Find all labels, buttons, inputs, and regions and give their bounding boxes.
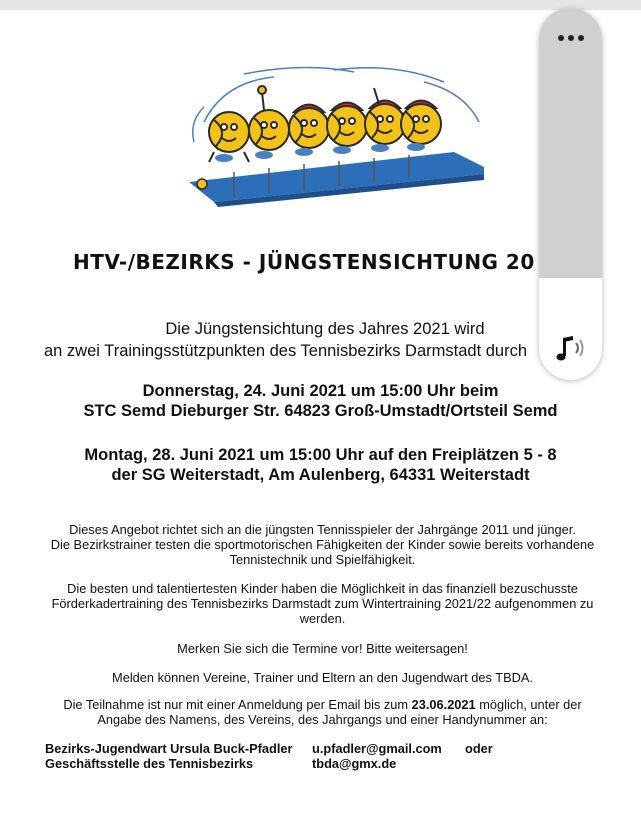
deadline-date: 23.06.2021: [411, 697, 476, 712]
paragraph-talent-line-3: werden.: [299, 611, 346, 626]
contact1-email[interactable]: u.pfadler@gmail.com: [312, 741, 442, 756]
ball-characters: [209, 86, 441, 162]
paragraph-offer: [40, 522, 605, 567]
paragraph-offer-line-2: Die Bezirkstrainer testen die sportmotorischen Fähigkeiten der Kinder sowie bereits vorhandene: [50, 537, 595, 552]
deadline-text-post: möglich, unter der: [475, 697, 582, 712]
platform: [189, 152, 484, 207]
document-title: HTV-/BEZIRKS - JÜNGSTENSICHTUNG 20: [73, 250, 535, 274]
more-dots-icon[interactable]: [539, 28, 602, 46]
overlay-gray-area[interactable]: [539, 8, 602, 278]
contact2-name: Geschäftsstelle des Tennisbezirks: [45, 756, 254, 771]
paragraph-talent-line-1: Die besten und talentiertesten Kinder haben die Möglichkeit in das finanziell bezuschusste: [67, 581, 578, 596]
paragraph-offer-line-1: Dieses Angebot richtet sich an die jüngsten Tennisspieler der Jahrgänge 2011 und jünger.: [69, 522, 576, 537]
date2-line-2: der SG Weiterstadt, Am Aulenberg, 64331 Weiterstadt: [111, 466, 530, 484]
date2-line-1: Montag, 28. Juni 2021 um 15:00 Uhr auf den Freiplätzen 5 - 8: [84, 446, 557, 464]
contact1-name: Bezirks-Jugendwart Ursula Buck-Pfadler: [45, 741, 293, 756]
paragraph-talent: [40, 581, 605, 626]
intro-line-1: Die Jüngstensichtung des Jahres 2021 wird: [165, 320, 485, 338]
contact2-email[interactable]: tbda@gmx.de: [312, 756, 397, 771]
intro-line-2: an zwei Trainingsstützpunkten des Tennisbezirks Darmstadt durch: [44, 342, 528, 360]
title-clip: [0, 240, 553, 290]
music-note-sound-icon[interactable]: [553, 330, 589, 366]
tennis-balls-illustration: [184, 62, 490, 207]
paragraph-reminder: Merken Sie sich die Termine vor! Bitte weitersagen!: [177, 641, 468, 656]
paragraph-registration: Melden können Vereine, Trainer und Eltern an den Jugendwart des TBDA.: [112, 670, 533, 685]
small-ball-icon: [197, 179, 207, 189]
paragraph-offer-line-3: Tennistechnik und Spielfähigkeit.: [229, 552, 416, 567]
paragraph-deadline-line-2: Angabe des Namens, des Vereins, des Jahrgangs und einer Handynummer an:: [97, 712, 548, 727]
intro-clip: [0, 320, 541, 368]
paragraph-talent-line-2: Förderkadertraining des Tennisbezirks Darmstadt zum Wintertraining 2021/22 aufgenommen zu: [51, 596, 594, 611]
date1-line-2: STC Semd Dieburger Str. 64823 Groß-Umstadt/Ortsteil Semd: [83, 402, 558, 420]
floating-control-panel: [539, 8, 602, 380]
paragraph-deadline: [40, 697, 605, 727]
contact1-or: oder: [465, 741, 493, 756]
deadline-text-pre: Die Teilnahme ist nur mit einer Anmeldung per Email bis zum: [63, 697, 412, 712]
date1-line-1: Donnerstag, 24. Juni 2021 um 15:00 Uhr beim: [142, 382, 499, 400]
paragraph-deadline-line-1: [40, 697, 605, 712]
